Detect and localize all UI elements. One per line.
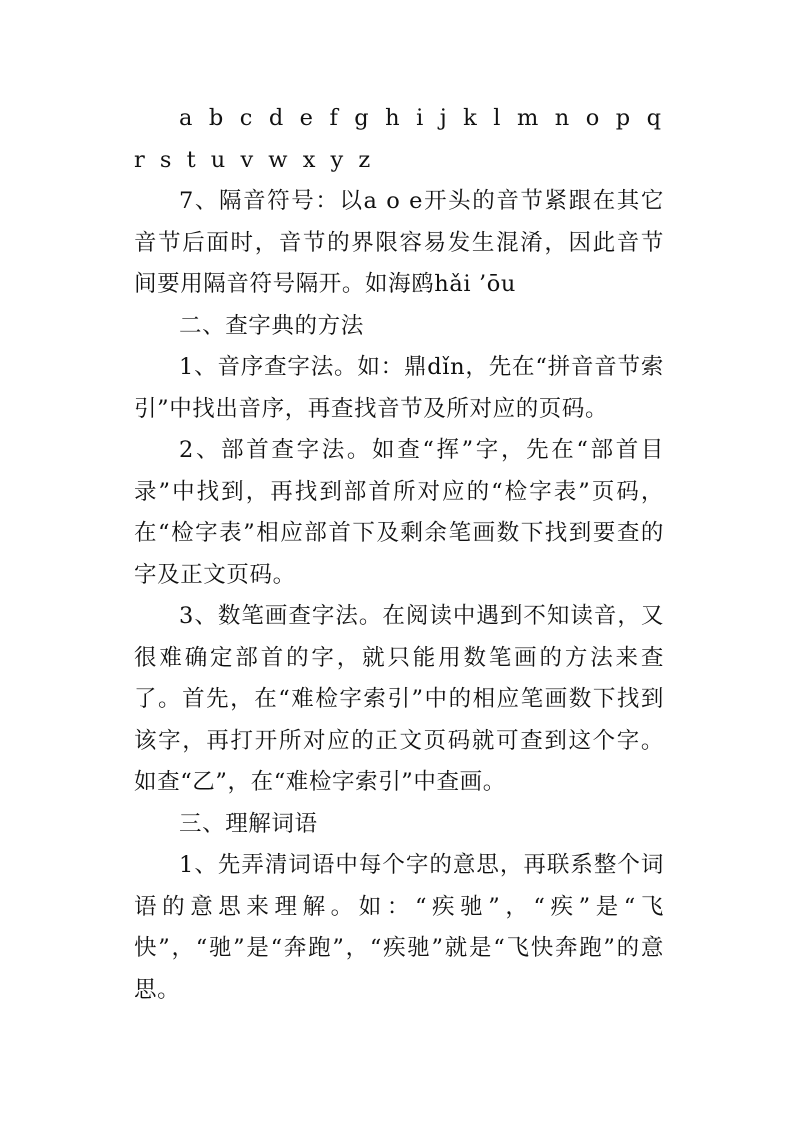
document-body (134, 98, 664, 1011)
heading-dictionary-methods: 二、查字典的方法 (179, 312, 364, 339)
paragraph-word-meaning: 1、先弄清词语中每个字的意思，再联系整个词语的意思来理解。如：“疾驰”，“疾”是“飞快”，“驰”是“奔跑”，“疾驰”就是“飞快奔跑”的意思。 (134, 852, 664, 1003)
paragraph-phonetic-lookup: 1、音序查字法。如：鼎dǐn，先在“拼音音节索引”中找出音序，再查找音节及所对应的页码。 (134, 354, 664, 422)
paragraph-syllable-separator: 7、隔音符号：以a o e开头的音节紧跟在其它音节后面时，音节的界限容易发生混淆，因此音节间要用隔音符号隔开。如海鸥hǎi ’ōu (134, 188, 664, 297)
heading-understanding-words: 三、理解词语 (179, 810, 318, 837)
alphabet-line: a b c d e f g h i j k l m n o p q r s t u v w x y z (134, 105, 664, 173)
paragraph-radical-lookup: 2、部首查字法。如查“挥”字，先在“部首目录”中找到，再找到部首所对应的“检字表”页码，在“检字表”相应部首下及剩余笔画数下找到要查的字及正文页码。 (134, 437, 664, 588)
paragraph-stroke-lookup: 3、数笔画查字法。在阅读中遇到不知读音，又很难确定部首的字，就只能用数笔画的方法来查了。首先，在“难检字索引”中的相应笔画数下找到该字，再打开所对应的正文页码就可查到这个字。如查“乙”，在“难检字索引”中查画。 (134, 603, 664, 795)
